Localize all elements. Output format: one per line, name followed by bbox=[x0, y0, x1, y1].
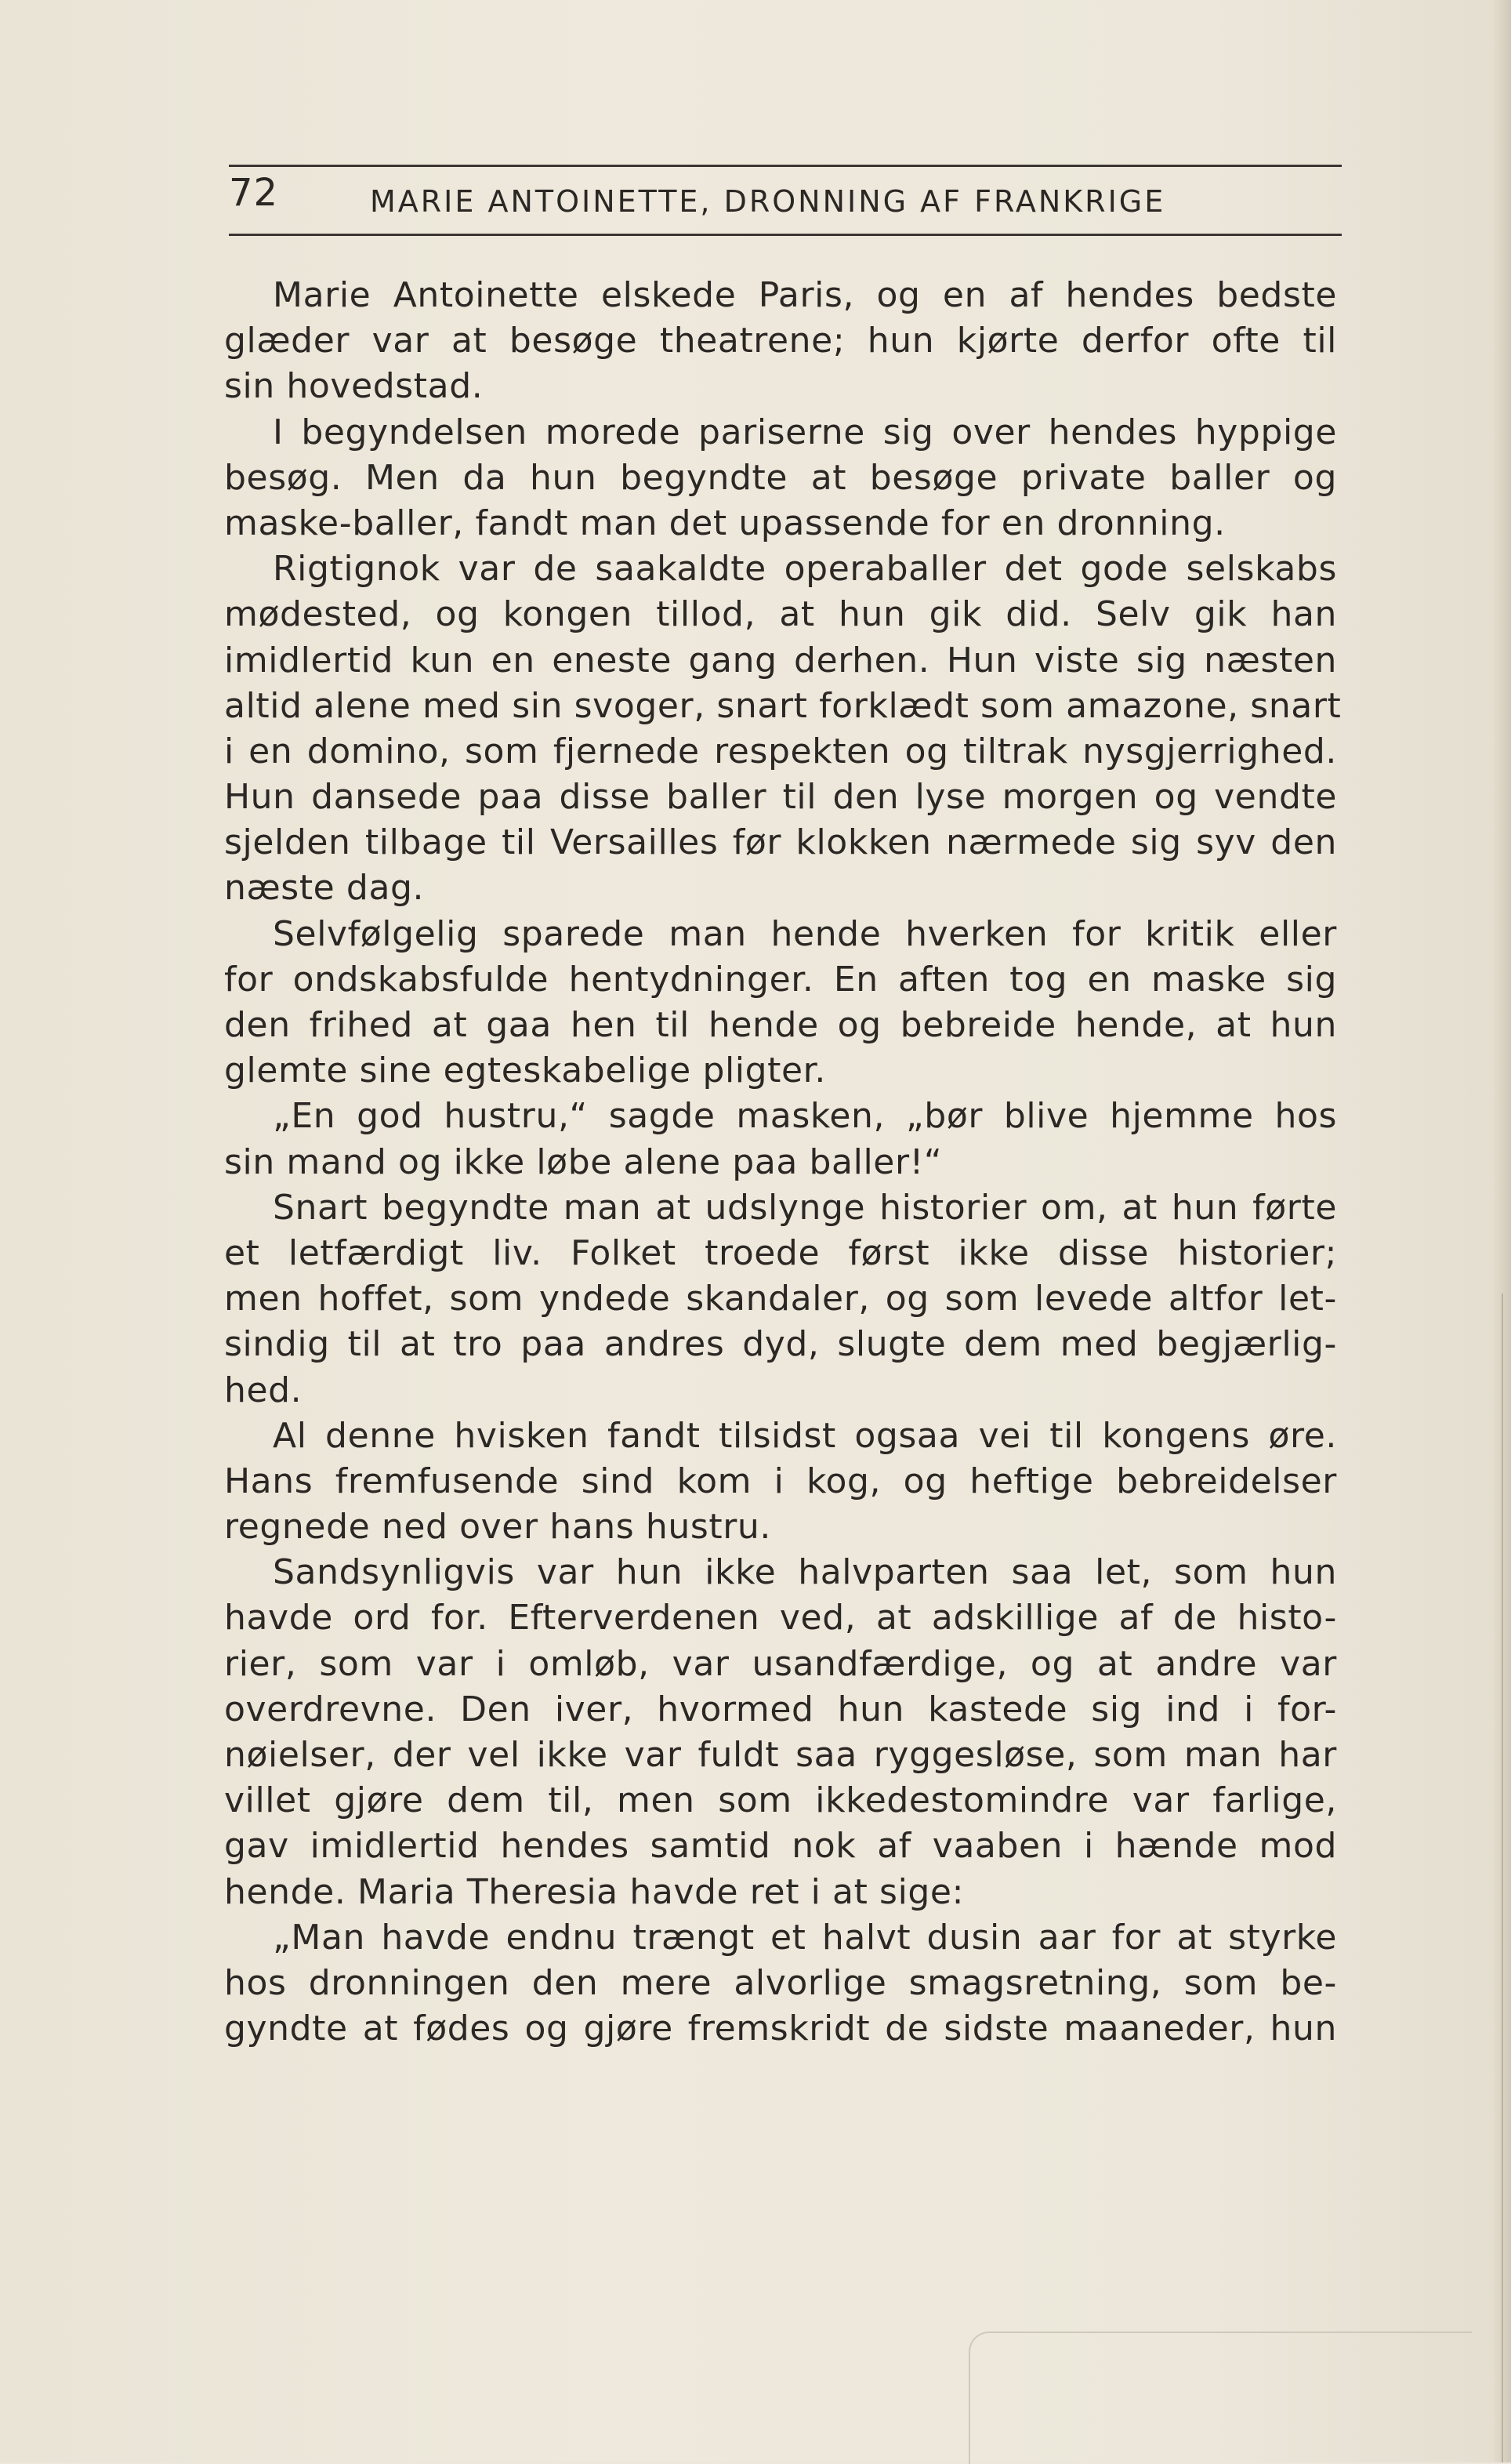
text-line: Hans fremfusende sind kom i kog, og heftige bebreidelser bbox=[224, 1461, 1337, 1501]
text-line: maske-baller, fandt man det upassende for en dronning. bbox=[224, 503, 1226, 543]
text-line: glæder var at besøge theatrene; hun kjørte derfor ofte til bbox=[224, 321, 1337, 361]
text-line: sin hovedstad. bbox=[224, 366, 484, 407]
running-head bbox=[229, 165, 1342, 238]
text-line: i en domino, som fjernede respekten og tiltrak nysgjerrighed. bbox=[224, 731, 1337, 771]
text-line: gav imidlertid hendes samtid nok af vaaben i hænde mod bbox=[224, 1826, 1337, 1867]
text-line: Marie Antoinette elskede Paris, og en af hendes bedste bbox=[273, 275, 1337, 315]
text-line: villet gjøre dem til, men som ikkedestomindre var farlige, bbox=[224, 1780, 1337, 1821]
text-line: I begyndelsen morede pariserne sig over hendes hyppige bbox=[273, 412, 1337, 452]
text-line: men hoffet, som yndede skandaler, og som levede altfor let- bbox=[224, 1279, 1337, 1319]
text-line: imidlertid kun en eneste gang derhen. Hun viste sig næsten bbox=[224, 640, 1337, 680]
running-title: MARIE ANTOINETTE, DRONNING AF FRANKRIGE bbox=[370, 184, 1166, 219]
text-line: hed. bbox=[224, 1370, 303, 1410]
text-line: besøg. Men da hun begyndte at besøge private baller og bbox=[224, 457, 1337, 498]
text-line: Snart begyndte man at udslynge historier om, at hun førte bbox=[273, 1187, 1337, 1228]
text-line: sindig til at tro paa andres dyd, slugte dem med begjærlig- bbox=[224, 1324, 1337, 1365]
text-line: havde ord for. Efterverdenen ved, at adskillige af de histo- bbox=[224, 1598, 1337, 1638]
text-line: for ondskabsfulde hentydninger. En aften tog en maske sig bbox=[224, 959, 1337, 1000]
text-line: „En god hustru,“ sagde masken, „bør blive hjemme hos bbox=[273, 1096, 1337, 1137]
text-line: „Man havde endnu trængt et halvt dusin aar for at styrke bbox=[273, 1917, 1337, 1958]
text-line: nøielser, der vel ikke var fuldt saa ryggesløse, som man har bbox=[224, 1735, 1337, 1775]
text-line: glemte sine egteskabelige pligter. bbox=[224, 1051, 826, 1091]
text-line: hos dronningen den mere alvorlige smagsretning, som be- bbox=[224, 1962, 1337, 2003]
text-line: sin mand og ikke løbe alene paa baller!“ bbox=[224, 1141, 943, 1182]
text-line: hende. Maria Theresia havde ret i at sige: bbox=[224, 1871, 965, 1912]
header-rule-top bbox=[229, 165, 1342, 167]
text-line: Selvfølgelig sparede man hende hverken for kritik eller bbox=[273, 913, 1337, 954]
text-line: sjelden tilbage til Versailles før klokken nærmede sig syv den bbox=[224, 822, 1337, 863]
body-text bbox=[224, 273, 1342, 2052]
text-line: Rigtignok var de saakaldte operaballer det gode selskabs bbox=[273, 549, 1337, 590]
text-line: altid alene med sin svoger, snart forklædt som amazone, snart bbox=[224, 685, 1342, 726]
text-line: rier, som var i omløb, var usandfærdige, og at andre var bbox=[224, 1643, 1337, 1684]
text-line: Hun dansede paa disse baller til den lyse morgen og vendte bbox=[224, 777, 1337, 818]
header-rule-bottom bbox=[229, 234, 1342, 236]
text-line: mødested, og kongen tillod, at hun gik did. Selv gik han bbox=[224, 594, 1337, 635]
text-line: gyndte at fødes og gjøre fremskridt de sidste maaneder, hun bbox=[224, 2009, 1337, 2049]
text-line: overdrevne. Den iver, hvormed hun kastede sig ind i for- bbox=[224, 1689, 1337, 1729]
page-number: 72 bbox=[229, 171, 279, 215]
page-corner-mark bbox=[969, 2332, 1472, 2464]
text-line: et letfærdigt liv. Folket troede først ikke disse historier; bbox=[224, 1232, 1337, 1273]
text-line: næste dag. bbox=[224, 868, 425, 909]
text-line: Al denne hvisken fandt tilsidst ogsaa vei til kongens øre. bbox=[273, 1415, 1337, 1456]
text-line: Sandsynligvis var hun ikke halvparten saa let, som hun bbox=[273, 1552, 1337, 1593]
text-line: den frihed at gaa hen til hende og bebreide hende, at hun bbox=[224, 1005, 1337, 1045]
text-line: regnede ned over hans hustru. bbox=[224, 1507, 772, 1548]
page-edge-line bbox=[1502, 1294, 1503, 2462]
